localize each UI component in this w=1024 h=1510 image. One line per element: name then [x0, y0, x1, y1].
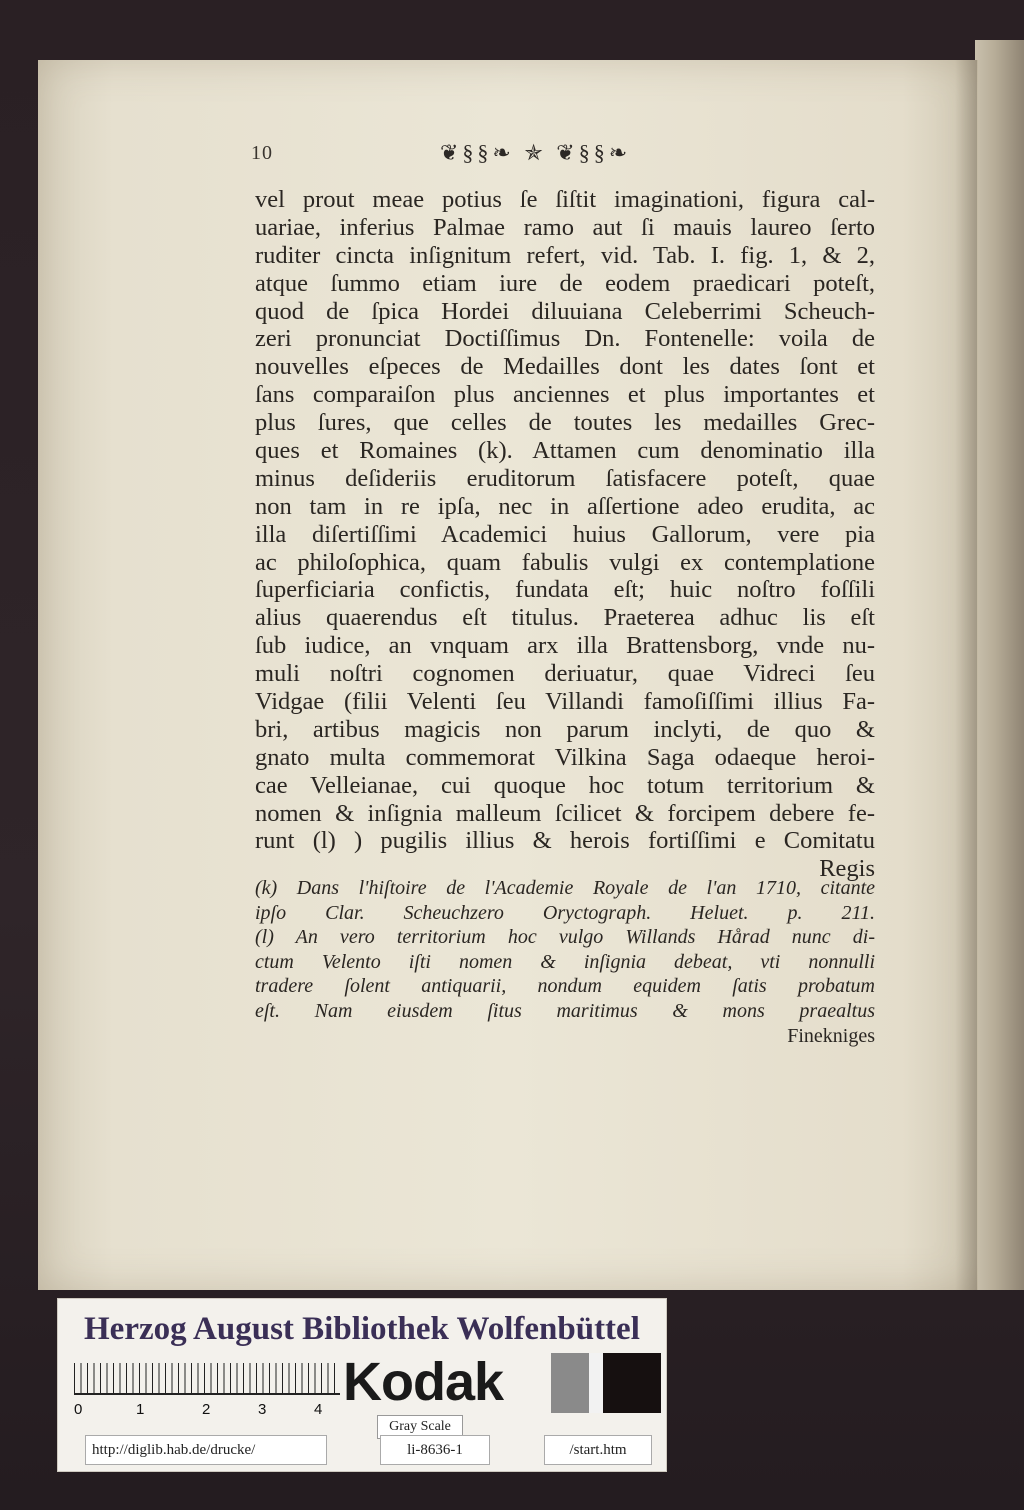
library-color-card: [57, 1298, 667, 1472]
text-line: ac philoſophica, quam fabulis vulgi ex contemplatione: [255, 548, 875, 576]
text-line: alius quaerendus eſt titulus. Praeterea adhuc lis eſt: [255, 604, 875, 632]
text-line: ſuperficiaria confictis, fundata eſt; huic noſtro foſſili: [255, 576, 875, 604]
gray-patch-black: [603, 1353, 661, 1413]
text-line: atque ſummo etiam iure de eodem praedicari poteſt,: [255, 269, 875, 297]
shelfmark-label: li-8636-1: [380, 1435, 490, 1465]
footnote-line: (l) An vero territorium hoc vulgo Willands Hårad nunc di-: [255, 926, 875, 949]
text-line: ſans comparaiſon plus anciennes et plus importantes et: [255, 381, 875, 409]
header-ornament: ❦§§❧ ✯ ❦§§❧: [440, 140, 632, 165]
text-line: non tam in re ipſa, nec in aſſertione adeo erudita, ac: [255, 492, 875, 520]
text-line: uariae, inferius Palmae ramo aut ſi mauis laureo ſerto: [255, 213, 875, 241]
ruler-label: 4: [314, 1401, 323, 1418]
gutter-shadow: [955, 60, 977, 1290]
text-line: minus deſideriis eruditorum ſatisfacere poteſt, quae: [255, 464, 875, 492]
text-line: nouvelles eſpeces de Medailles dont les dates ſont et: [255, 353, 875, 381]
kodak-logo: Kodak: [343, 1352, 504, 1412]
gray-patch-white: [589, 1353, 603, 1413]
text-line: zeri pronunciat Doctiſſimus Dn. Fontenelle: voila de: [255, 325, 875, 353]
catchword: Regis: [819, 855, 875, 883]
gray-scale-patches: [551, 1353, 661, 1413]
text-line: bri, artibus magicis non parum inclyti, de quo &: [255, 715, 875, 743]
text-line: muli noſtri cognomen deriuatur, quae Vidreci ſeu: [255, 660, 875, 688]
text-line: illa diſertiſſimi Academici huius Gallorum, vere pia: [255, 520, 875, 548]
footnote-line: (k) Dans l'hiſtoire de l'Academie Royale de l'an 1710, citante: [255, 877, 875, 899]
text-line: runt (l) ) pugilis illius & herois fortiſſimi e Comitatu: [255, 827, 875, 855]
text-line: gnato multa commemorat Vilkina Saga odaeque heroi-: [255, 743, 875, 771]
next-page-edge: [975, 40, 1024, 1290]
footnote-catchword: Finekniges: [787, 1024, 875, 1047]
page-number: 10: [251, 142, 273, 164]
text-line: Vidgae (filii Velenti ſeu Villandi famoſiſſimi illius Fa-: [255, 688, 875, 716]
main-text: [255, 186, 875, 883]
gray-patch-mid: [551, 1353, 589, 1413]
text-line: ques et Romaines (k). Attamen cum denominatio illa: [255, 437, 875, 465]
footnote-line: ipſo Clar. Scheuchzero Oryctograph. Heluet. p. 211.: [255, 901, 875, 924]
text-line: ſub iudice, an vnquam arx illa Brattensborg, vnde nu-: [255, 632, 875, 660]
footnote-line: ctum Velento iſti nomen & inſignia debeat, vti nonnulli: [255, 950, 875, 973]
footnotes: [255, 876, 875, 1048]
library-name: Herzog August Bibliothek Wolfenbüttel: [84, 1311, 640, 1347]
text-line: nomen & inſignia malleum ſcilicet & forcipem debere fe-: [255, 799, 875, 827]
start-label: /start.htm: [544, 1435, 652, 1465]
url-label: http://diglib.hab.de/drucke/: [85, 1435, 327, 1465]
text-line: plus ſures, que celles de toutes les medailles Grec-: [255, 409, 875, 437]
text-line: cae Velleianae, cui quoque hoc totum territorium &: [255, 771, 875, 799]
ruler-label: 2: [202, 1401, 211, 1418]
ruler-label: 1: [136, 1401, 145, 1418]
text-line: quod de ſpica Hordei diluuiana Celeberrimi Scheuch-: [255, 297, 875, 325]
gray-scale-label: Gray Scale: [377, 1415, 463, 1439]
footnote-line: tradere ſolent antiquarii, nondum equidem ſatis probatum: [255, 975, 875, 998]
ruler-label: 0: [74, 1401, 83, 1418]
footnote-line: eſt. Nam eiusdem ſitus maritimus & mons praealtus: [255, 999, 875, 1022]
text-line: ruditer cincta inſignitum refert, vid. Tab. I. fig. 1, & 2,: [255, 241, 875, 269]
ruler-label: 3: [258, 1401, 267, 1418]
ruler: [74, 1363, 340, 1418]
ruler-ticks: [74, 1363, 340, 1395]
text-line: vel prout meae potius ſe ſiſtit imaginationi, figura cal-: [255, 186, 875, 213]
